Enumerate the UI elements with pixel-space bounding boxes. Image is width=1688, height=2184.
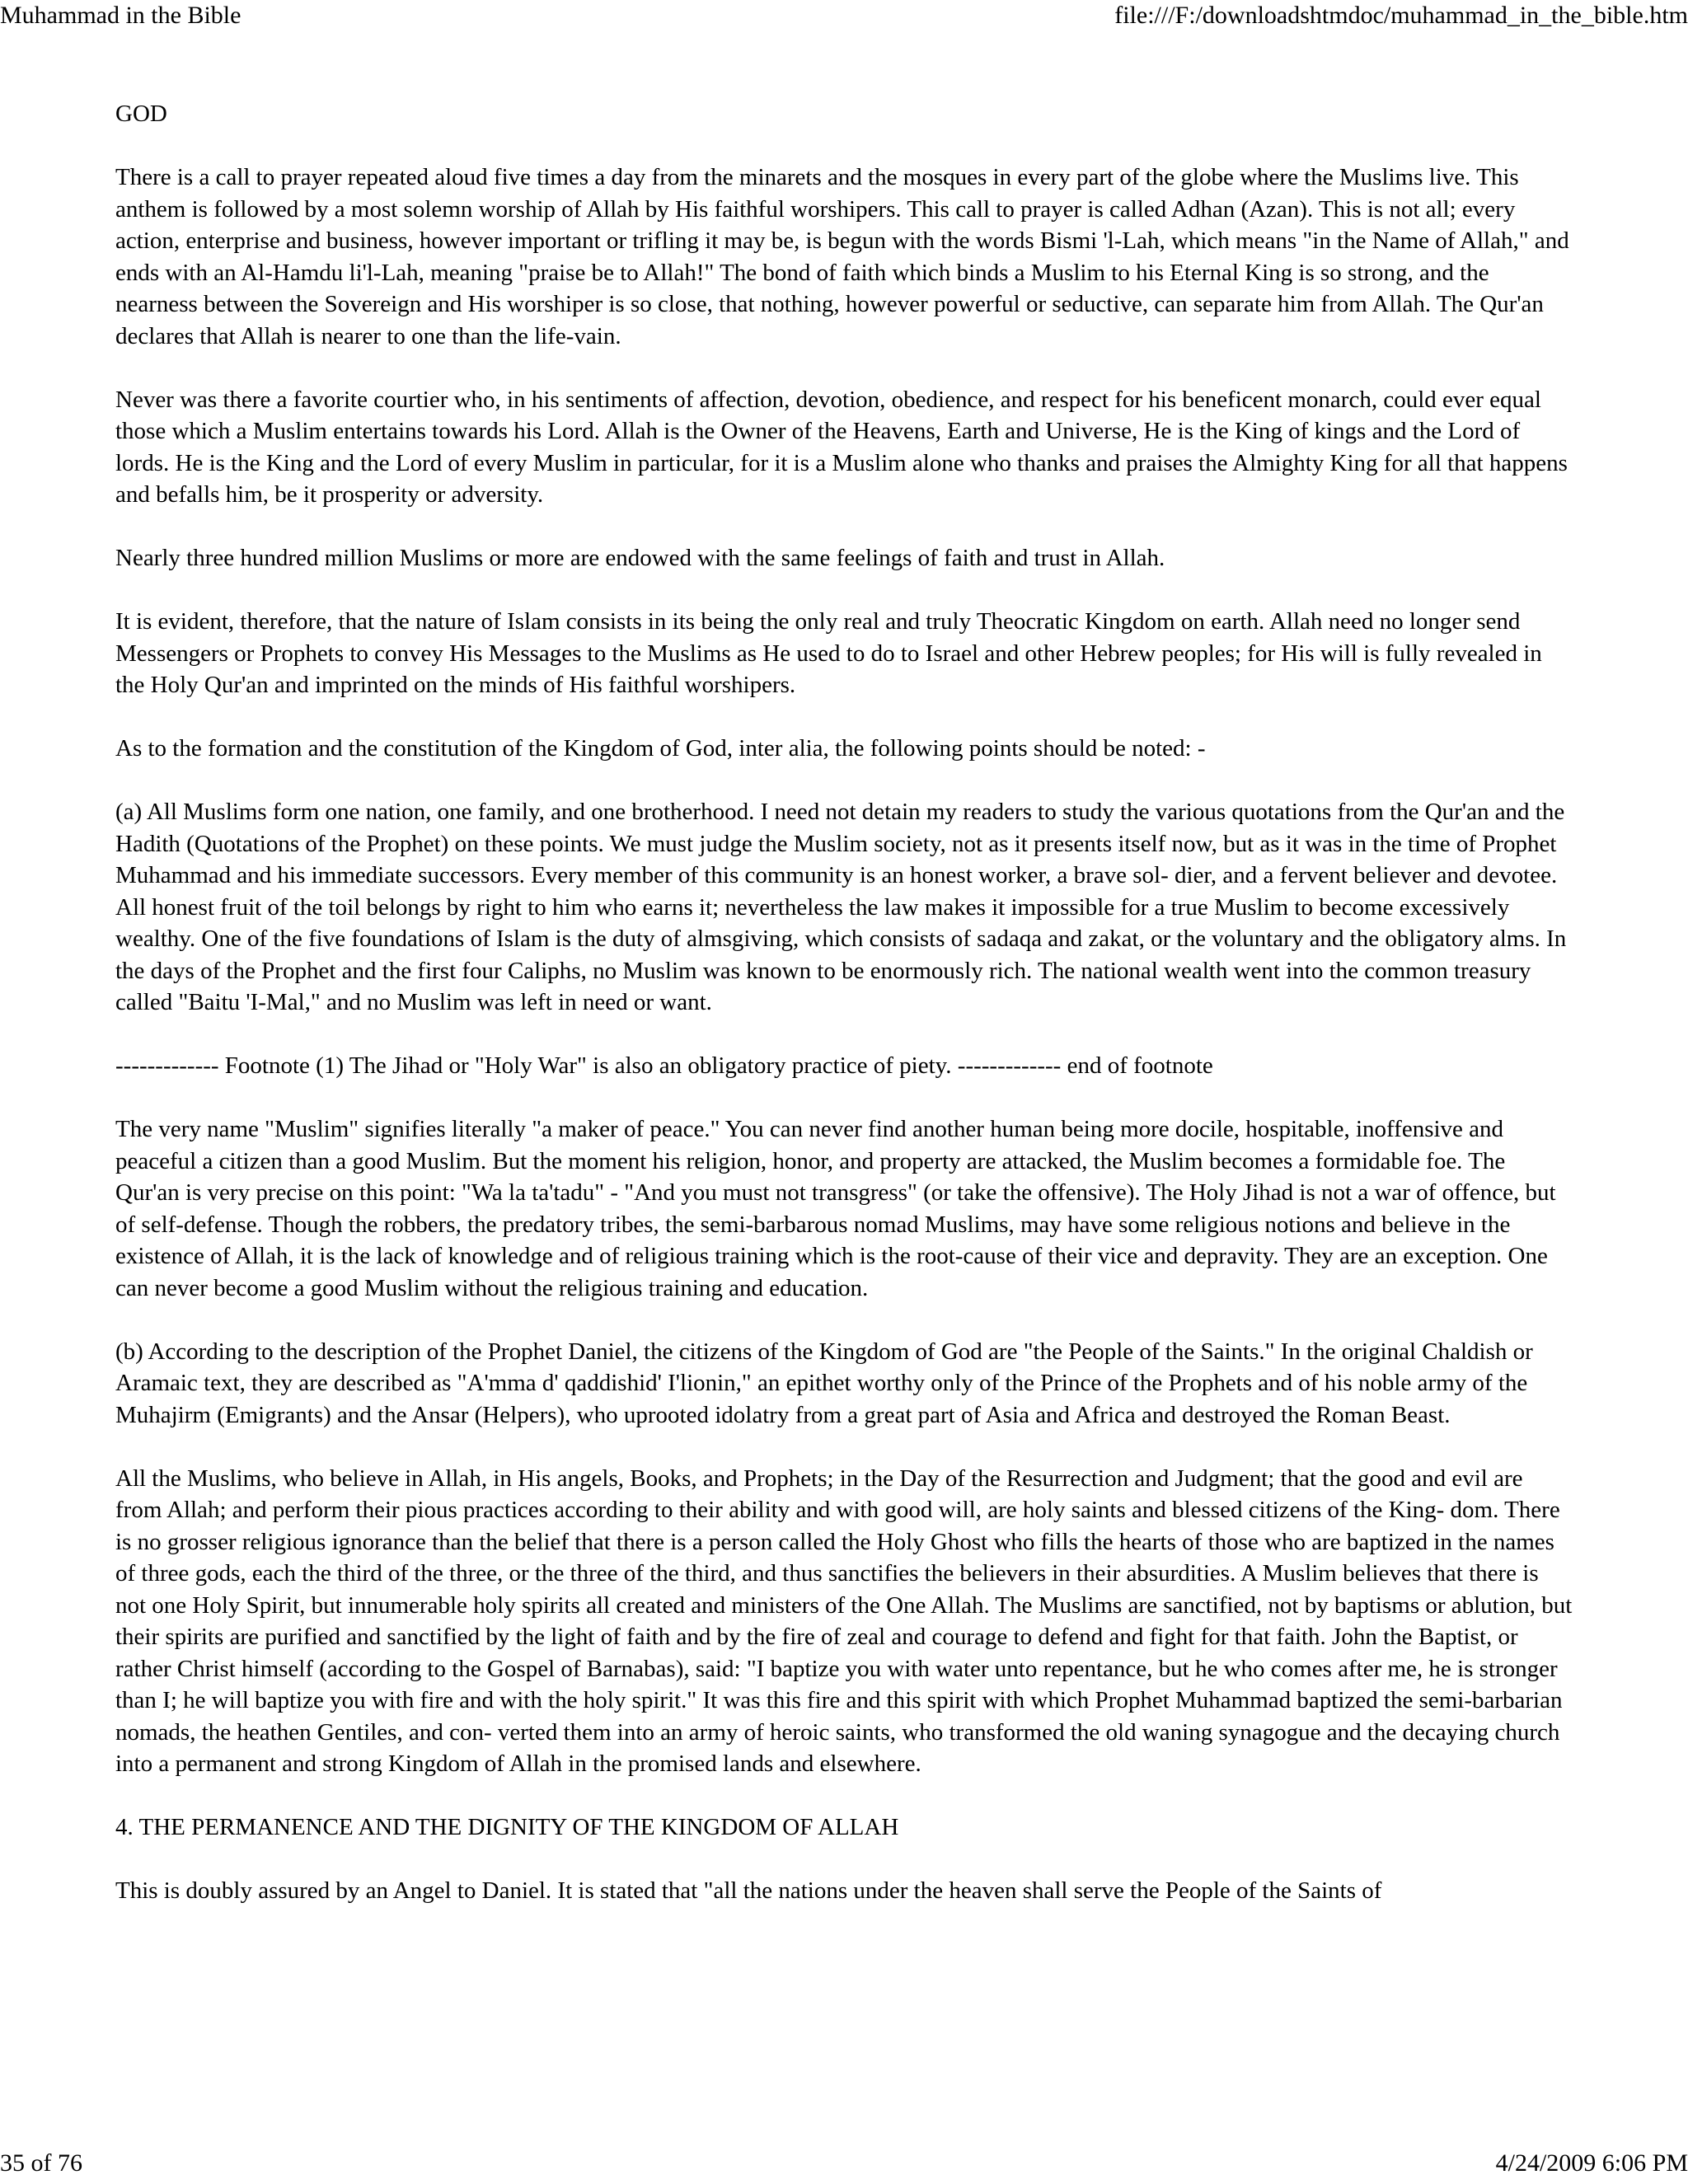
- paragraph-theocratic-kingdom: It is evident, therefore, that the nature of Islam consists in its being the only real and truly Theocratic Kingdom on earth. Allah need no longer send Messengers or Prophets to convey His Messages to the Muslims as He used to do to Israel and other Hebrew peoples; for His will is fully revealed in the Holy Qur'an and imprinted on the minds of His faithful worshipers.: [115, 608, 1542, 698]
- page-footer-datetime: 4/24/2009 6:06 PM: [1495, 2149, 1688, 2177]
- paragraph-all-the-muslims: All the Muslims, who believe in Allah, in His angels, Books, and Prophets; in the Day of the Resurrection and Judgment; that the good and evil are from Allah; and perform their pious practices according to their ability and with good will, are holy saints and blessed citizens of the King- dom. There is no grosser religious ignorance than the belief that there is a person called the Holy Ghost who fills the hearts of those who are baptized in the names of three gods, each the third of the three, or the three of the third, and thus sanctifies the believers in their absurdities. A Muslim believes that there is not one Holy Spirit, but innumerable holy spirits all created and ministers of the One Allah. The Muslims are sanctified, not by baptisms or ablution, but their spirits are purified and sanctified by the light of faith and by the fire of zeal and courage to defend and fight for that faith. John the Baptist, or rather Christ himself (according to the Gospel of Barnabas), said: "I baptize you with water unto repentance, but he who comes after me, he is stronger than I; he will baptize you with fire and with the holy spirit." It was this fire and this spirit with which Prophet Muhammad baptized the semi-barbarian nomads, the heathen Gentiles, and con- verted them into an army of heroic saints, who transformed the old waning synagogue and the decaying church into a permanent and strong Kingdom of Allah in the promised lands and elsewhere.: [115, 1465, 1573, 1777]
- page-header-url: file:///F:/downloadshtmdoc/muhammad_in_the_bible.htm: [1114, 2, 1688, 29]
- section-heading-permanence: 4. THE PERMANENCE AND THE DIGNITY OF THE KINGDOM OF ALLAH: [115, 1814, 899, 1840]
- paragraph-point-b: (b) According to the description of the Prophet Daniel, the citizens of the Kingdom of God are "the People of the Saints." In the original Chaldish or Aramaic text, they are described as "A'mma d' qaddishid' I'lionin," an epithet worthy only of the Prince of the Prophets and of his noble army of the Muhajirm (Emigrants) and the Ansar (Helpers), who uprooted idolatry from a great part of Asia and Africa and destroyed the Roman Beast.: [115, 1338, 1533, 1428]
- paragraph-name-muslim: The very name "Muslim" signifies literally "a maker of peace." You can never find another human being more docile, hospitable, inoffensive and peaceful a citizen than a good Muslim. But the moment his religion, honor, and property are attacked, the Muslim becomes a formidable foe. The Qur'an is very precise on this point: "Wa la ta'tadu" - "And you must not transgress" (or take the offensive). The Holy Jihad is not a war of offence, but of self-defense. Though the robbers, the predatory tribes, the semi-barbarous nomad Muslims, may have some religious notions and believe in the existence of Allah, it is the lack of knowledge and of religious training which is the root-cause of their vice and depravity. They are an exception. One can never become a good Muslim without the religious training and education.: [115, 1116, 1556, 1301]
- footnote: ------------- Footnote (1) The Jihad or "Holy War" is also an obligatory practice of piety. ------------- end of footnote: [115, 1052, 1213, 1079]
- section-heading-god: GOD: [115, 101, 167, 127]
- paragraph-formation-constitution: As to the formation and the constitution of the Kingdom of God, inter alia, the following points should be noted: -: [115, 735, 1206, 762]
- page-footer-page-number: 35 of 76: [0, 2149, 82, 2177]
- paragraph-doubly-assured: This is doubly assured by an Angel to Daniel. It is stated that "all the nations under the heaven shall serve the People of the Saints of: [115, 1877, 1382, 1904]
- page-header-title: Muhammad in the Bible: [0, 2, 241, 29]
- paragraph-three-hundred-million: Nearly three hundred million Muslims or more are endowed with the same feelings of faith and trust in Allah.: [115, 545, 1165, 571]
- paragraph-call-to-prayer: There is a call to prayer repeated aloud five times a day from the minarets and the mosques in every part of the globe where the Muslims live. This anthem is followed by a most solemn worship of Allah by His faithful worshipers. This call to prayer is called Adhan (Azan). This is not all; every action, enterprise and business, however important or trifling it may be, is begun with the words Bismi 'l-Lah, which means "in the Name of Allah," and ends with an Al-Hamdu li'l-Lah, meaning "praise be to Allah!" The bond of faith which binds a Muslim to his Eternal King is so strong, and the nearness between the Sovereign and His worshiper is so close, that nothing, however powerful or seductive, can separate him from Allah. The Qur'an declares that Allah is nearer to one than the life-vain.: [115, 164, 1569, 349]
- paragraph-favorite-courtier: Never was there a favorite courtier who, in his sentiments of affection, devotion, obedience, and respect for his beneficent monarch, could ever equal those which a Muslim entertains towards his Lord. Allah is the Owner of the Heavens, Earth and Universe, He is the King of kings and the Lord of lords. He is the King and the Lord of every Muslim in particular, for it is a Muslim alone who thanks and praises the Almighty King for all that happens and befalls him, be it prosperity or adversity.: [115, 386, 1568, 508]
- document-body: [115, 98, 1574, 1938]
- paragraph-point-a: (a) All Muslims form one nation, one family, and one brotherhood. I need not detain my readers to study the various quotations from the Qur'an and the Hadith (Quotations of the Prophet) on these points. We must judge the Muslim society, not as it presents itself now, but as it was in the time of Prophet Muhammad and his immediate successors. Every member of this community is an honest worker, a brave sol- dier, and a fervent believer and devotee. All honest fruit of the toil belongs by right to him who earns it; nevertheless the law makes it impossible for a true Muslim to become excessively wealthy. One of the five foundations of Islam is the duty of almsgiving, which consists of sadaqa and zakat, or the voluntary and the obligatory alms. In the days of the Prophet and the first four Caliphs, no Muslim was known to be enormously rich. The national wealth went into the common treasury called "Baitu 'I-Mal," and no Muslim was left in need or want.: [115, 799, 1567, 1015]
